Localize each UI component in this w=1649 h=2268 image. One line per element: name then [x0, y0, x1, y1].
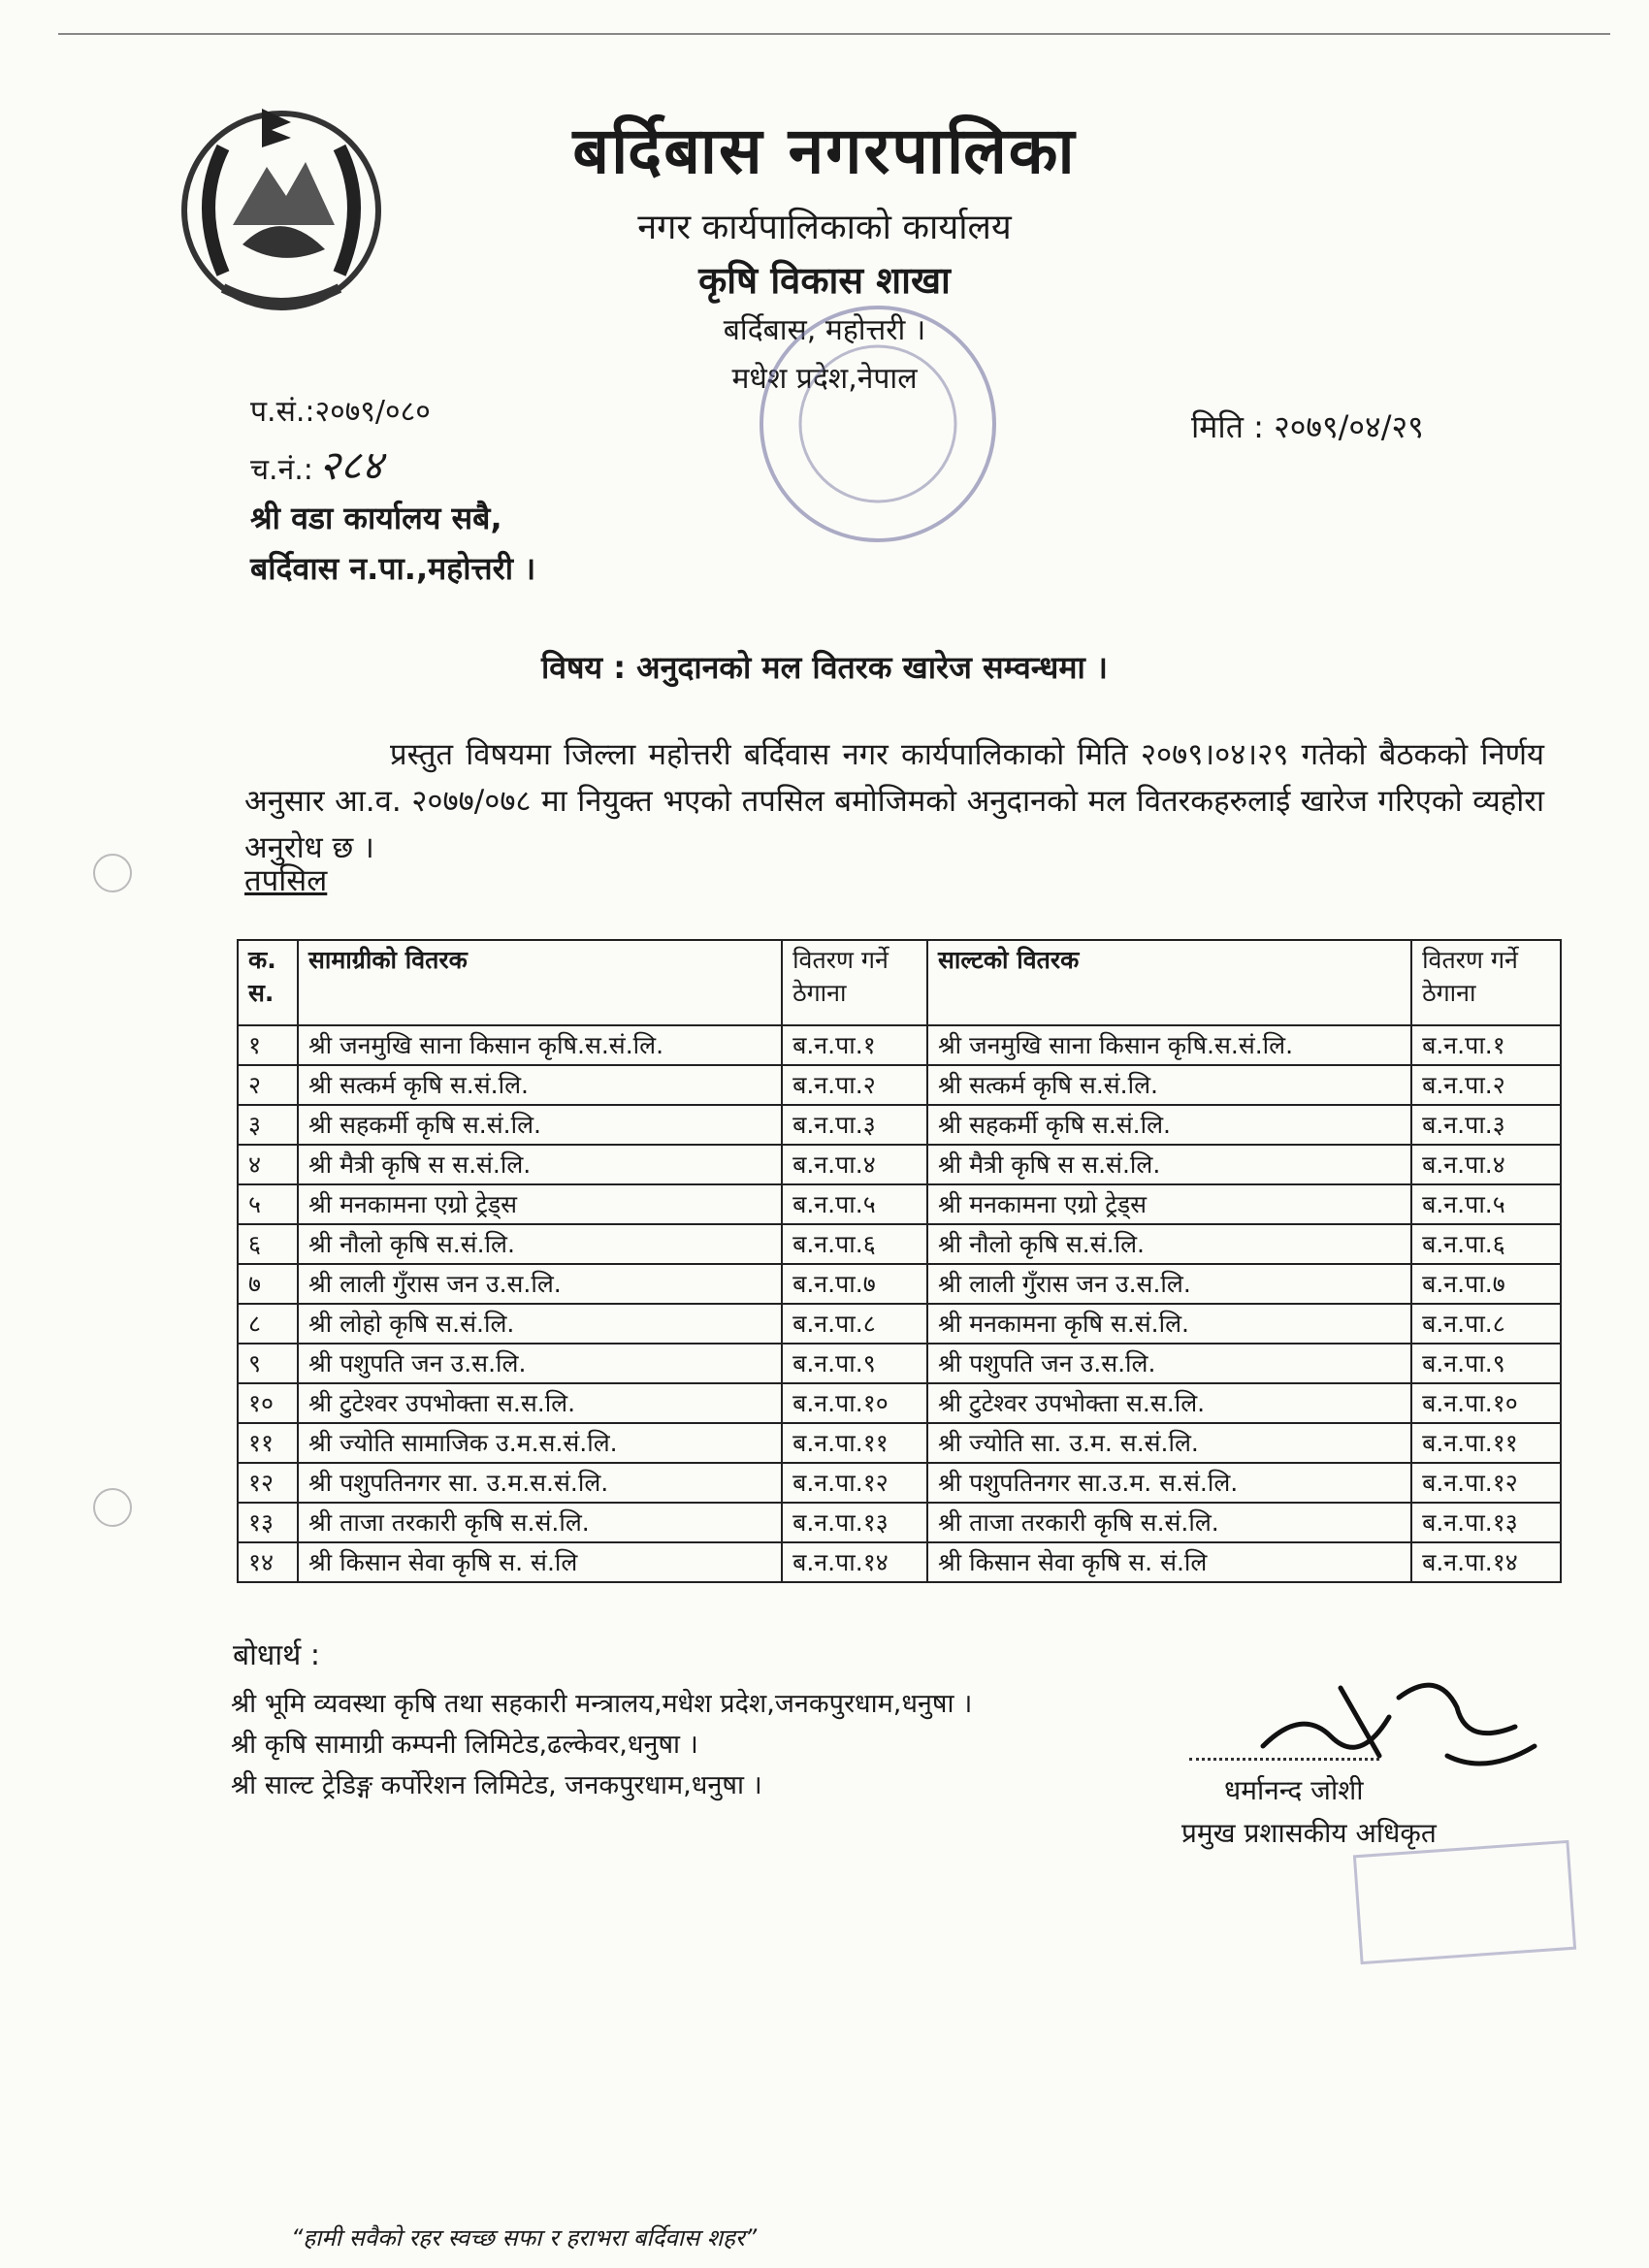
cell-salt-address: ब.न.पा.८ — [1411, 1304, 1561, 1344]
cell-salt-distributor: श्री ताजा तरकारी कृषि स.सं.लि. — [927, 1503, 1411, 1542]
table-row — [238, 1264, 1561, 1304]
info-copy-label: बोधार्थ : — [233, 1638, 320, 1672]
cell-salt-distributor: श्री पशुपतिनगर सा.उ.म. स.सं.लि. — [927, 1463, 1411, 1503]
cell-material-address: ब.न.पा.५ — [782, 1184, 927, 1224]
cell-salt-distributor: श्री जनमुखि साना किसान कृषि.स.सं.लि. — [927, 1025, 1411, 1065]
info-copy-recipient: श्री साल्ट ट्रेडिङ्ग कर्पोरेशन लिमिटेड, जनकपुरधाम,धनुषा । — [231, 1770, 762, 1800]
cell-salt-address: ब.न.पा.६ — [1411, 1224, 1561, 1264]
cell-serial: ८ — [238, 1304, 298, 1344]
cell-serial: ३ — [238, 1105, 298, 1145]
cell-material-distributor: श्री टुटेश्वर उपभोक्ता स.स.लि. — [298, 1383, 782, 1423]
dispatch-number — [250, 437, 382, 492]
col-header-salt-address: वितरण गर्ने ठेगाना — [1411, 940, 1561, 1025]
cell-serial: ९ — [238, 1344, 298, 1383]
cell-salt-address: ब.न.पा.१४ — [1411, 1542, 1561, 1582]
letter-date: मिति : २०७९/०४/२९ — [1191, 408, 1424, 445]
cell-material-distributor: श्री लाली गुँरास जन उ.स.लि. — [298, 1264, 782, 1304]
scan-top-edge — [58, 33, 1610, 35]
cell-salt-address: ब.न.पा.९ — [1411, 1344, 1561, 1383]
table-row — [238, 1145, 1561, 1184]
cell-salt-distributor: श्री लाली गुँरास जन उ.स.लि. — [927, 1264, 1411, 1304]
cell-material-distributor: श्री किसान सेवा कृषि स. सं.लि — [298, 1542, 782, 1582]
table-row — [238, 1025, 1561, 1065]
cell-serial: ११ — [238, 1423, 298, 1463]
cell-serial: १४ — [238, 1542, 298, 1582]
signatory-name: धर्मानन्द जोशी — [1224, 1774, 1364, 1806]
address-line-2: मधेश प्रदेश,नेपाल — [731, 362, 918, 396]
cell-material-distributor: श्री मैत्री कृषि स स.सं.लि. — [298, 1145, 782, 1184]
cell-material-address: ब.न.पा.१ — [782, 1025, 927, 1065]
cell-salt-distributor: श्री सत्कर्म कृषि स.सं.लि. — [927, 1065, 1411, 1105]
cell-salt-address: ब.न.पा.४ — [1411, 1145, 1561, 1184]
col-header-material-address: वितरण गर्ने ठेगाना — [782, 940, 927, 1025]
dispatch-label: च.नं.: — [250, 453, 313, 487]
cell-material-distributor: श्री लोहो कृषि स.सं.लि. — [298, 1304, 782, 1344]
cell-serial: ४ — [238, 1145, 298, 1184]
dispatch-value-handwritten: २८४ — [318, 441, 383, 489]
cell-material-distributor: श्री जनमुखि साना किसान कृषि.स.सं.लि. — [298, 1025, 782, 1065]
punch-hole-mark — [93, 1488, 132, 1527]
address-line-1: बर्दिबास, महोत्तरी । — [723, 313, 926, 347]
info-copy-recipient: श्री कृषि सामाग्री कम्पनी लिमिटेड,ढल्केवर,धनुषा । — [231, 1730, 698, 1760]
cell-salt-distributor: श्री किसान सेवा कृषि स. सं.लि — [927, 1542, 1411, 1582]
cell-serial: ७ — [238, 1264, 298, 1304]
cell-material-address: ब.न.पा.२ — [782, 1065, 927, 1105]
reference-number: प.सं.:२०७९/०८० — [250, 395, 431, 429]
table-row — [238, 1224, 1561, 1264]
distributor-table — [237, 939, 1562, 1583]
name-stamp — [1348, 1830, 1581, 1975]
cell-serial: १० — [238, 1383, 298, 1423]
cell-salt-address: ब.न.पा.७ — [1411, 1264, 1561, 1304]
municipal-motto: “हामी सवैको रहर स्वच्छ सफा र हराभरा बर्दिवास शहर” — [291, 2224, 758, 2252]
table-row — [238, 1503, 1561, 1542]
cell-salt-address: ब.न.पा.१२ — [1411, 1463, 1561, 1503]
table-header-row — [238, 940, 1561, 1025]
office-round-stamp — [737, 283, 1018, 565]
cell-salt-address: ब.न.पा.५ — [1411, 1184, 1561, 1224]
cell-salt-distributor: श्री पशुपति जन उ.स.लि. — [927, 1344, 1411, 1383]
table-row — [238, 1542, 1561, 1582]
cell-salt-address: ब.न.पा.१३ — [1411, 1503, 1561, 1542]
cell-salt-address: ब.न.पा.३ — [1411, 1105, 1561, 1145]
cell-material-distributor: श्री ज्योति सामाजिक उ.म.स.सं.लि. — [298, 1423, 782, 1463]
cell-material-distributor: श्री नौलो कृषि स.सं.लि. — [298, 1224, 782, 1264]
cell-material-distributor: श्री सहकर्मी कृषि स.सं.लि. — [298, 1105, 782, 1145]
cell-material-address: ब.न.पा.१४ — [782, 1542, 927, 1582]
cell-serial: ६ — [238, 1224, 298, 1264]
col-header-salt-distributor: साल्टको वितरक — [927, 940, 1411, 1025]
cell-material-address: ब.न.पा.३ — [782, 1105, 927, 1145]
cell-salt-distributor: श्री टुटेश्वर उपभोक्ता स.स.लि. — [927, 1383, 1411, 1423]
details-heading: तपसिल — [244, 863, 328, 898]
cell-salt-distributor: श्री मनकामना कृषि स.सं.लि. — [927, 1304, 1411, 1344]
cell-material-address: ब.न.पा.१२ — [782, 1463, 927, 1503]
cell-salt-address: ब.न.पा.१० — [1411, 1383, 1561, 1423]
cell-material-distributor: श्री मनकामना एग्रो ट्रेड्स — [298, 1184, 782, 1224]
cell-serial: २ — [238, 1065, 298, 1105]
cell-material-address: ब.न.पा.९ — [782, 1344, 927, 1383]
table-row — [238, 1105, 1561, 1145]
table-row — [238, 1065, 1561, 1105]
cell-serial: १३ — [238, 1503, 298, 1542]
letter-body: प्रस्तुत विषयमा जिल्ला महोत्तरी बर्दिवास नगर कार्यपालिकाको मिति २०७९।०४।२९ गतेको बैठकको निर्णय अनुसार आ.व. २०७७/०७८ मा नियुक्त भएको तपसिल बमोजिमको अनुदानको मल वितरकहरुलाई खारेज गरिएको व्यहोरा अनुरोध छ । — [244, 737, 1544, 865]
signatory-title: प्रमुख प्रशासकीय अधिकृत — [1181, 1817, 1437, 1849]
cell-serial: १२ — [238, 1463, 298, 1503]
cell-material-address: ब.न.पा.८ — [782, 1304, 927, 1344]
branch-name: कृषि विकास शाखा — [698, 259, 951, 302]
office-subtitle: नगर कार्यपालिकाको कार्यालय — [637, 208, 1012, 247]
table-row — [238, 1344, 1561, 1383]
cell-salt-distributor: श्री मैत्री कृषि स स.सं.लि. — [927, 1145, 1411, 1184]
cell-serial: ५ — [238, 1184, 298, 1224]
cell-material-address: ब.न.पा.६ — [782, 1224, 927, 1264]
addressee-line-1: श्री वडा कार्यालय सबै, — [250, 500, 502, 536]
table-row — [238, 1304, 1561, 1344]
cell-material-address: ब.न.पा.७ — [782, 1264, 927, 1304]
punch-hole-mark — [93, 854, 132, 892]
letter-subject: विषय : अनुदानको मल वितरक खारेज सम्वन्धमा । — [540, 649, 1109, 686]
signature-line — [1189, 1758, 1379, 1761]
cell-salt-distributor: श्री नौलो कृषि स.सं.लि. — [927, 1224, 1411, 1264]
cell-salt-distributor: श्री मनकामना एग्रो ट्रेड्स — [927, 1184, 1411, 1224]
cell-salt-address: ब.न.पा.२ — [1411, 1065, 1561, 1105]
table-row — [238, 1423, 1561, 1463]
cell-material-address: ब.न.पा.४ — [782, 1145, 927, 1184]
cell-salt-distributor: श्री ज्योति सा. उ.म. स.सं.लि. — [927, 1423, 1411, 1463]
cell-material-distributor: श्री सत्कर्म कृषि स.सं.लि. — [298, 1065, 782, 1105]
cell-serial: १ — [238, 1025, 298, 1065]
cell-salt-address: ब.न.पा.११ — [1411, 1423, 1561, 1463]
cell-material-distributor: श्री पशुपति जन उ.स.लि. — [298, 1344, 782, 1383]
cell-material-address: ब.न.पा.१३ — [782, 1503, 927, 1542]
info-copy-recipient: श्री भूमि व्यवस्था कृषि तथा सहकारी मन्त्रालय,मधेश प्रदेश,जनकपुरधाम,धनुषा । — [231, 1689, 973, 1719]
cell-material-distributor: श्री पशुपतिनगर सा. उ.म.स.सं.लि. — [298, 1463, 782, 1503]
cell-material-address: ब.न.पा.११ — [782, 1423, 927, 1463]
table-row — [238, 1184, 1561, 1224]
cell-salt-address: ब.न.पा.१ — [1411, 1025, 1561, 1065]
cell-material-distributor: श्री ताजा तरकारी कृषि स.सं.लि. — [298, 1503, 782, 1542]
addressee-line-2: बर्दिवास न.पा.,महोत्तरी । — [250, 550, 536, 587]
cell-salt-distributor: श्री सहकर्मी कृषि स.सं.लि. — [927, 1105, 1411, 1145]
table-row — [238, 1463, 1561, 1503]
col-header-serial: क. स. — [238, 940, 298, 1025]
cell-material-address: ब.न.पा.१० — [782, 1383, 927, 1423]
office-name: बर्दिबास नगरपालिका — [572, 113, 1077, 188]
col-header-material-distributor: सामाग्रीको वितरक — [298, 940, 782, 1025]
table-row — [238, 1383, 1561, 1423]
